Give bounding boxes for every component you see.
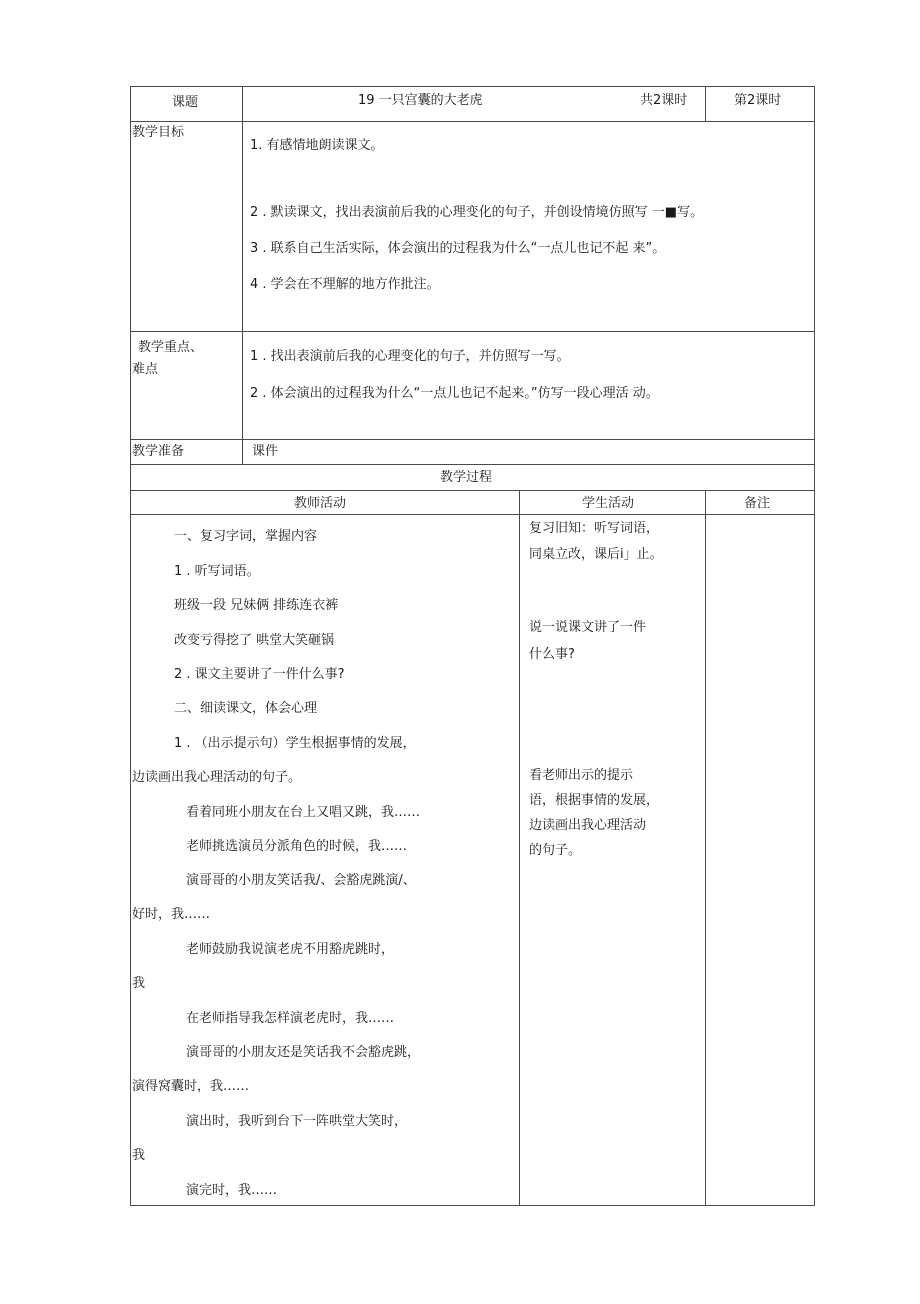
row-divider-prep: [130, 464, 815, 465]
row-divider-header: [130, 121, 815, 122]
student-line: 复习旧知：听写词语，: [529, 521, 660, 536]
teacher-line: 班级一段 兄妹俩 排练连衣裤: [174, 598, 339, 613]
label-column-divider: [242, 86, 243, 465]
keypoint-item: 1 . 找出表演前后我的心理变化的句子，并仿照写一写。: [250, 349, 570, 364]
student-notes-divider: [705, 490, 706, 1206]
student-column-header: 学生活动: [582, 496, 635, 511]
student-line: 什么事?: [529, 647, 575, 662]
teacher-line: 演完时，我……: [186, 1183, 278, 1198]
student-line: 的句子。: [529, 843, 582, 858]
student-line: 看老师出示的提示: [529, 768, 634, 783]
table-border-right: [814, 86, 815, 1206]
preparation-value: 课件: [252, 444, 279, 459]
student-line: 边读画出我心理活动: [529, 818, 647, 833]
row-divider-columns: [130, 514, 815, 515]
goal-item: 2 . 默读课文，找出表演前后我的心理变化的句子，并创设情境仿照写 一■写。: [250, 205, 704, 220]
teacher-line: 1 . （出示提示句）学生根据事情的发展，: [174, 736, 416, 751]
table-border-bottom: [130, 1205, 815, 1206]
process-title: 教学过程: [440, 470, 493, 485]
table-border-top: [130, 86, 815, 87]
teacher-line: 二、细读课文，体会心理: [174, 701, 318, 716]
goal-item: 1. 有感情地朗读课文。: [250, 138, 384, 153]
teacher-line: 老师鼓励我说演老虎不用豁虎跳时，: [186, 942, 395, 957]
current-period: 第2课时: [734, 93, 782, 108]
topic-label: 课题: [172, 95, 199, 110]
teacher-line: 我: [132, 1148, 146, 1163]
lesson-title: 19 一只宫囊的大老虎: [358, 93, 483, 108]
goals-label: 教学目标: [132, 125, 185, 140]
goal-item: 3 . 联系自己生活实际，体会演出的过程我为什么“一点儿也记不起 来”。: [250, 241, 666, 256]
row-divider-keypoints: [130, 439, 815, 440]
teacher-line: 好时，我……: [132, 907, 211, 922]
preparation-label: 教学准备: [132, 444, 185, 459]
teacher-line: 演出时，我听到台下一阵哄堂大笑时，: [186, 1114, 408, 1129]
teacher-line: 在老师指导我怎样演老虎时，我……: [186, 1011, 395, 1026]
row-divider-goals: [130, 331, 815, 332]
teacher-student-divider: [519, 490, 520, 1206]
keypoint-item: 2 . 体会演出的过程我为什么“一点儿也记不起来。”仿写一段心理活 动。: [250, 386, 659, 401]
period-divider: [705, 86, 706, 122]
teacher-line: 老师挑选演员分派角色的时候，我……: [186, 839, 408, 854]
teacher-line: 1 . 听写词语。: [174, 564, 260, 579]
teacher-line: 边读画出我心理活动的句子。: [132, 770, 302, 785]
notes-column-header: 备注: [744, 496, 771, 511]
teacher-line: 演哥哥的小朋友笑话我/、会豁虎跳演/、: [186, 873, 416, 888]
teacher-line: 演得窝囊时，我……: [132, 1079, 250, 1094]
teacher-line: 改变亏得挖了 哄堂大笑砸锅: [174, 633, 335, 648]
teacher-line: 2 . 课文主要讲了一件什么事?: [174, 667, 345, 682]
table-border-left: [130, 86, 131, 1206]
teacher-line: 我: [132, 976, 146, 991]
row-divider-process-title: [130, 490, 815, 491]
student-line: 语，根据事情的发展，: [529, 793, 660, 808]
keypoints-label-line1: 教学重点、: [138, 340, 204, 355]
teacher-line: 一、复习字词，掌握内容: [174, 529, 318, 544]
keypoints-label-line2: 难点: [132, 362, 159, 377]
student-line: 同桌立改，课后i」止。: [529, 547, 663, 562]
student-line: 说一说课文讲了一件: [529, 620, 647, 635]
total-periods: 共2课时: [640, 93, 688, 108]
teacher-line: 演哥哥的小朋友还是笑话我不会豁虎跳，: [186, 1045, 421, 1060]
teacher-column-header: 教师活动: [294, 496, 347, 511]
goal-item: 4 . 学会在不理解的地方作批注。: [250, 277, 440, 292]
teacher-line: 看着同班小朋友在台上又唱又跳，我……: [186, 805, 421, 820]
